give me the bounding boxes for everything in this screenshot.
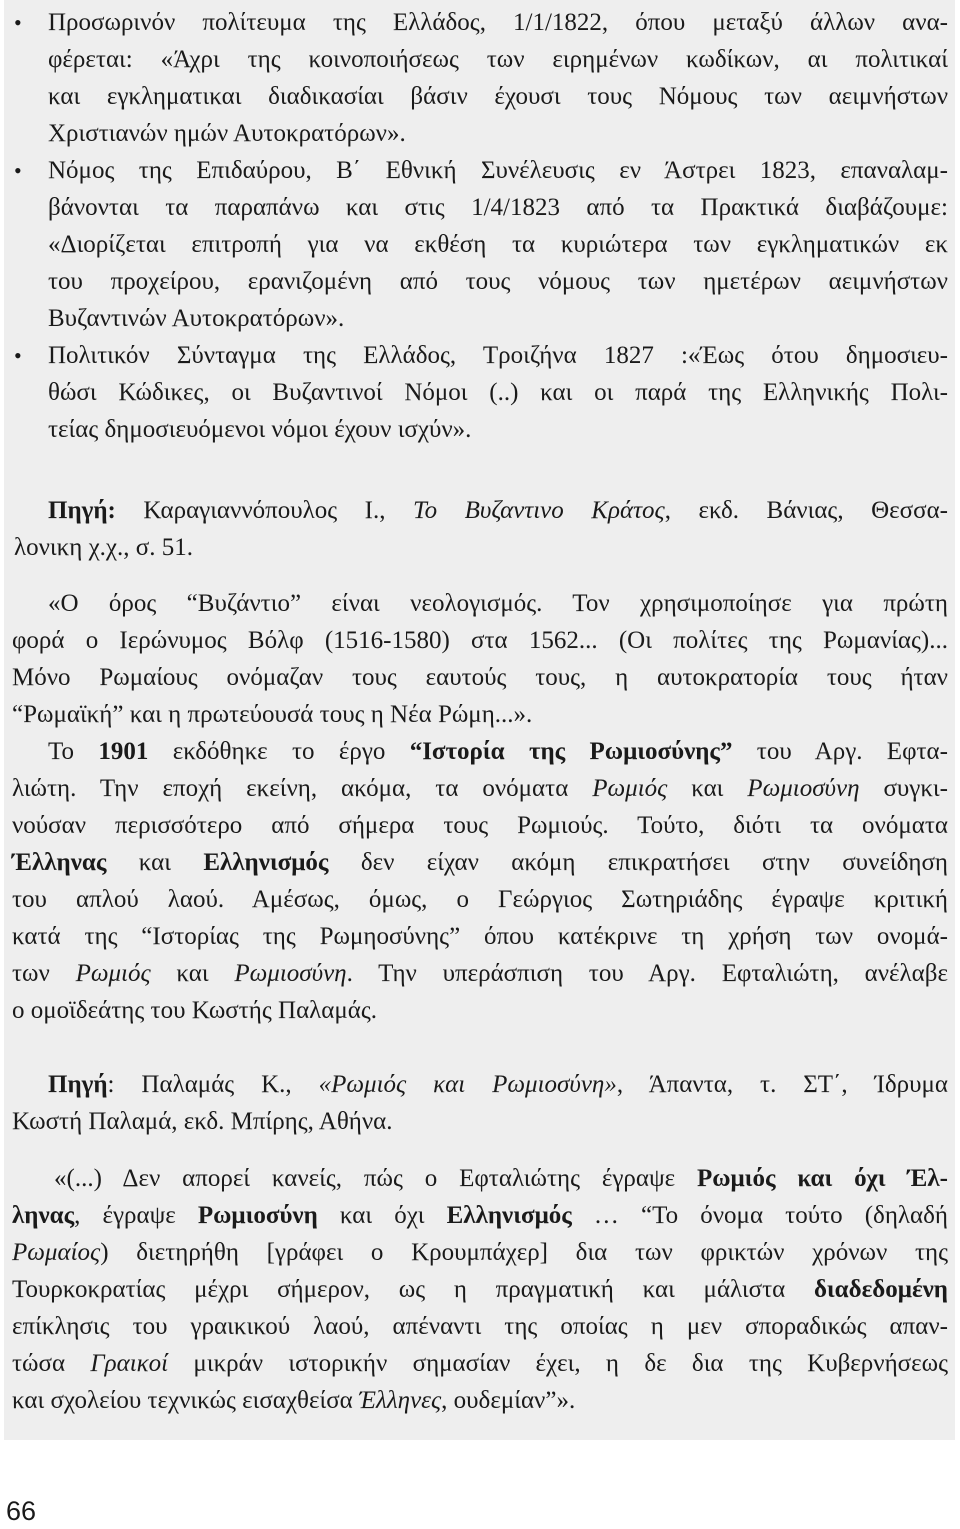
text-line: φέρεται: «Άχρι της κοινοποιήσεως των ειρημένων κωδίκων, αι πολιτικαί bbox=[48, 46, 948, 73]
text-line bbox=[12, 770, 948, 807]
source-label: Πηγή bbox=[48, 1071, 108, 1098]
bullet-item-3 bbox=[14, 337, 948, 448]
source-label: Πηγή: bbox=[48, 497, 116, 524]
italic-term: Ρωμιός bbox=[592, 775, 668, 802]
bold-term: Ελληνισμός bbox=[203, 849, 329, 876]
text-run: ) διετηρήθη [γράφει ο Κρουμπάχερ] δια των φρικτών χρόνων της bbox=[100, 1239, 948, 1266]
text-line: λονικη χ.χ., σ. 51. bbox=[14, 534, 193, 561]
text-run: … “Το όνομα τούτο (δηλαδή bbox=[571, 1202, 948, 1229]
text-line: βάνονται τα παραπάνω και στις 1/4/1823 από τα Πρακτικά διαβάζουμε: bbox=[48, 194, 948, 221]
text-line bbox=[12, 733, 948, 770]
text-line bbox=[14, 492, 948, 529]
text-run: μικράν ιστορικήν σημασίαν έχει, η δε δια της Κυβερνήσεως bbox=[168, 1350, 948, 1377]
source-citation-2 bbox=[12, 1066, 948, 1140]
text-run: και bbox=[150, 960, 235, 987]
text-run: και όχι bbox=[317, 1202, 447, 1229]
bullet-item-2 bbox=[14, 152, 948, 337]
paragraph-1 bbox=[12, 733, 948, 1029]
bullet-item-1 bbox=[14, 4, 948, 152]
text-line: νούσαν περισσότερο από σήμερα τους Ρωμιούς. Τούτο, διότι τα ονόματα bbox=[12, 812, 948, 839]
text-line bbox=[12, 844, 948, 881]
text-line: φορά ο Ιερώνυμος Βόλφ (1516-1580) στα 1562... (Οι πολίτες της Ρωμανίας)... bbox=[12, 627, 948, 654]
quote-2 bbox=[12, 1160, 948, 1419]
source-author: Καραγιαννόπουλος Ι., bbox=[115, 497, 413, 524]
text-line: Βυζαντινών Αυτοκρατόρων». bbox=[48, 305, 345, 332]
text-line: του απλού λαού. Αμέσως, όμως, ο Γεώργιος Σωτηριάδης έγραψε κριτική bbox=[12, 886, 948, 913]
source-citation-1 bbox=[14, 492, 948, 566]
text-line bbox=[12, 955, 948, 992]
text-run: συγκι- bbox=[859, 775, 948, 802]
text-line: Προσωρινόν πολίτευμα της Ελλάδος, 1/1/1822, όπου μεταξύ άλλων ανα- bbox=[48, 9, 948, 36]
year-bold: 1901 bbox=[98, 738, 149, 765]
text-run: εκδόθηκε το έργο bbox=[148, 738, 410, 765]
italic-term: Ρωμιοσύνη bbox=[234, 960, 347, 987]
text-run: , Άπαντα, τ. ΣΤ΄, Ίδρυμα bbox=[616, 1071, 948, 1098]
text-run: , έγραψε bbox=[74, 1202, 198, 1229]
text-run: και bbox=[106, 849, 204, 876]
text-line: «Ο όρος “Βυζάντιο” είναι νεολογισμός. Τον χρησιμοποίησε για πρώτη bbox=[48, 590, 948, 617]
text-line: ο ομοϊδεάτης του Κωστής Παλαμάς. bbox=[12, 997, 378, 1024]
source-title: «Ρωμιός και Ρωμιοσύνη» bbox=[318, 1071, 617, 1098]
text-line: Χριστιανών ημών Αυτοκρατόρων». bbox=[48, 120, 406, 147]
text-line: «Διορίζεται επιτροπή για να εκθέση τα κυριώτερα των εγκληματικών εκ bbox=[48, 231, 948, 258]
text-line: κατά της “Ιστορίας της Ρωμηοσύνης” όπου κατέκρινε τη χρήση των ονομά- bbox=[12, 923, 948, 950]
text-run: λιώτη. Την εποχή εκείνη, ακόμα, τα ονόματα bbox=[12, 775, 593, 802]
text-run: και σχολείου τεχνικώς εισαχθείσα bbox=[12, 1387, 360, 1414]
text-line: Πολιτικόν Σύνταγμα της Ελλάδος, Τροιζήνα 1827 :«Έως ότου δημοσιευ- bbox=[48, 342, 948, 369]
text-run: τώσα bbox=[12, 1350, 91, 1377]
italic-term: Έλληνες bbox=[359, 1387, 442, 1414]
text-line bbox=[12, 1271, 948, 1308]
bold-term: διαδεδομένη bbox=[813, 1276, 948, 1303]
text-line: και εγκληματικαι διαδικασίαι βάσιν έχουσι τους Νόμους των αειμνήστων bbox=[48, 83, 948, 110]
source-title: Το Βυζαντινο Κράτος bbox=[413, 497, 665, 524]
source-rest: , εκδ. Βάνιας, Θεσσα- bbox=[664, 497, 949, 524]
text-line: Νόμος της Επιδαύρου, Β΄ Εθνική Συνέλευσις εν Άστρει 1823, επαναλαμ- bbox=[48, 157, 948, 184]
text-run: των bbox=[12, 960, 76, 987]
text-line bbox=[12, 1066, 948, 1103]
text-run: . Την υπεράσπιση του Αργ. Εφταλιώτη, ανέλαβε bbox=[346, 960, 948, 987]
text-line: Μόνο Ρωμαίους ονόμαζαν τους εαυτούς τους, η αυτοκρατορία τους ήταν bbox=[12, 664, 948, 691]
text-run: δεν είχαν ακόμη επικρατήσει στην συνείδηση bbox=[328, 849, 948, 876]
bold-term: ληνας bbox=[12, 1202, 75, 1229]
text-line bbox=[12, 1197, 948, 1234]
bold-term: Ρωμιοσύνη bbox=[197, 1202, 318, 1229]
bullet-marker: • bbox=[14, 10, 22, 35]
text-run: Τουρκοκρατίας μέχρι σήμερον, ως η πραγματική και μάλιστα bbox=[12, 1276, 814, 1303]
text-line: επίκλησις του γραικικού λαού, απέναντι της οποίας η μεν σποραδικώς απαν- bbox=[12, 1313, 948, 1340]
text-line: του προχείρου, ερανιζομένη από τους νόμους των ημετέρων αειμνήστων bbox=[48, 268, 948, 295]
text-line: Κωστή Παλαμά, εκδ. Μπίρης, Αθήνα. bbox=[12, 1108, 393, 1135]
text-run: «(...) Δεν απορεί κανείς, πώς ο Εφταλιώτης έγραψε bbox=[54, 1165, 697, 1192]
italic-term: Ρωμαίος bbox=[12, 1239, 101, 1266]
italic-term: Γραικοί bbox=[90, 1350, 169, 1377]
page-number: 66 bbox=[6, 1496, 37, 1526]
text-line: “Ρωμαϊκή” και η πρωτεύουσά τους η Νέα Ρώμη...». bbox=[12, 701, 533, 728]
text-line bbox=[12, 1234, 948, 1271]
text-line: θώσι Κώδικες, οι Βυζαντινοί Νόμοι (..) και οι παρά της Ελληνικής Πολι- bbox=[48, 379, 948, 406]
text-line bbox=[12, 1160, 948, 1197]
italic-term: Ρωμιός bbox=[75, 960, 151, 987]
italic-term: Ρωμιοσύνη bbox=[747, 775, 860, 802]
work-title-bold: “Ιστορία της Ρωμιοσύνης” bbox=[409, 738, 733, 765]
text-run: , ουδεμίαν”». bbox=[441, 1387, 576, 1414]
text-run: του Αργ. Εφτα- bbox=[732, 738, 948, 765]
bold-term: Έλληνας bbox=[12, 849, 107, 876]
text-line bbox=[12, 1382, 948, 1419]
bullet-marker: • bbox=[14, 158, 22, 183]
text-run: : Παλαμάς Κ., bbox=[107, 1071, 319, 1098]
bullet-list bbox=[14, 4, 948, 448]
text-run: και bbox=[667, 775, 748, 802]
quote-1 bbox=[12, 585, 948, 733]
bold-term: Ελληνισμός bbox=[446, 1202, 572, 1229]
text-run: Το bbox=[48, 738, 99, 765]
bullet-marker: • bbox=[14, 343, 22, 368]
text-line bbox=[12, 1345, 948, 1382]
bold-term: Ρωμιός και όχι Έλ- bbox=[696, 1165, 948, 1192]
text-line: τείας δημοσιευόμενοι νόμοι έχουν ισχύν». bbox=[48, 416, 472, 443]
